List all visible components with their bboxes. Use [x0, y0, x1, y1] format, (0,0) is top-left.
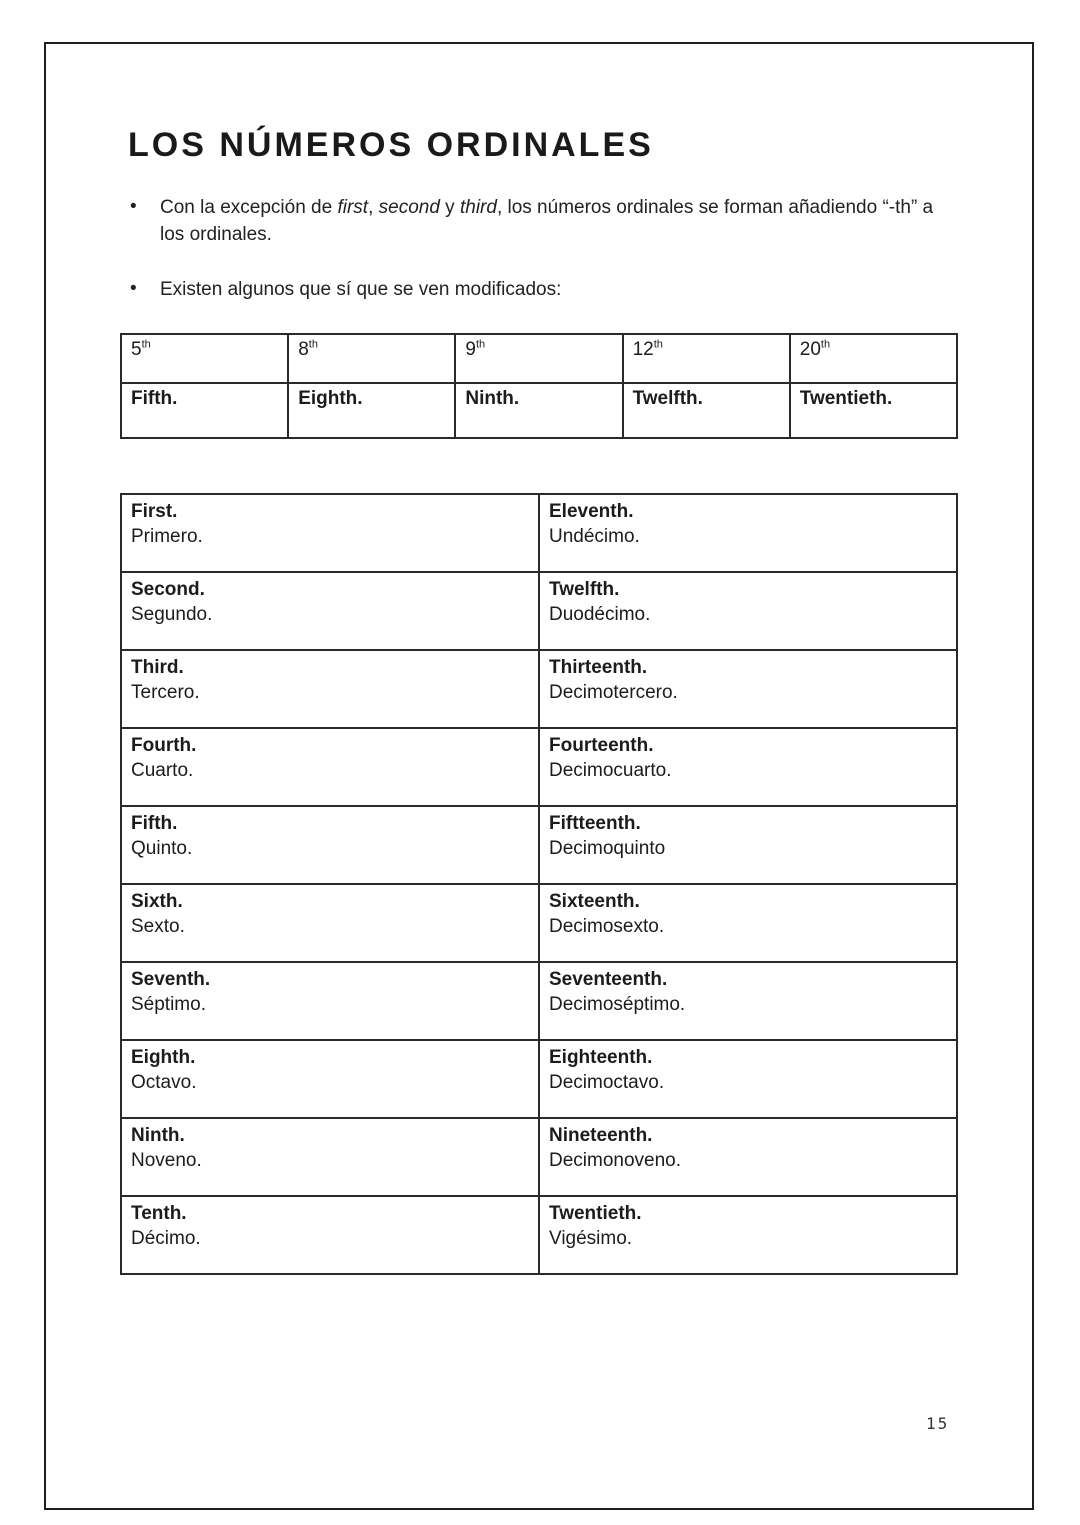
table-cell: Fifth. [121, 383, 288, 438]
page-number: 15 [926, 1414, 950, 1433]
ordinal-number: 8 [298, 338, 309, 360]
english-ordinal: Fifth. [131, 812, 178, 834]
ordinal-suffix: th [141, 338, 151, 351]
spanish-ordinal: Tercero. [131, 682, 200, 704]
english-ordinal: Nineteenth. [549, 1124, 653, 1146]
table-cell [539, 1040, 957, 1118]
table-row [121, 1118, 957, 1196]
bullet-item-intro [120, 195, 960, 248]
table-cell [121, 884, 539, 962]
text-segment-italic: third [459, 197, 497, 218]
table-cell [121, 962, 539, 1040]
table-row [121, 728, 957, 806]
ordinals-translation-table [120, 493, 958, 1275]
spanish-ordinal: Decimoctavo. [549, 1072, 665, 1094]
ordinal-suffix: th [820, 338, 831, 351]
bullet-marker-icon: • [130, 278, 137, 300]
page-title: LOS NÚMEROS ORDINALES [128, 126, 654, 164]
text-segment-italic: second [378, 197, 440, 218]
table-cell [539, 728, 957, 806]
document-content [120, 126, 960, 1275]
ordinal-suffix: th [475, 338, 486, 351]
table-row [121, 1196, 957, 1274]
table-value-row [121, 383, 957, 438]
english-ordinal: Ninth. [131, 1124, 185, 1146]
english-ordinal: Twelfth. [549, 578, 620, 600]
bullet-marker-icon: • [130, 196, 137, 217]
spanish-ordinal: Undécimo. [549, 526, 640, 548]
table-cell [121, 806, 539, 884]
spanish-ordinal: Decimocuarto. [549, 760, 672, 782]
table-cell [539, 494, 957, 572]
english-ordinal: Seventeenth. [549, 968, 668, 990]
table-cell [121, 1040, 539, 1118]
english-ordinal: Sixteenth. [549, 890, 640, 912]
english-ordinal: Thirteenth. [549, 656, 648, 678]
table-cell [121, 572, 539, 650]
ordinal-number: 12 [632, 338, 654, 360]
spanish-ordinal: Decimotercero. [549, 682, 678, 704]
table-cell [121, 728, 539, 806]
english-ordinal: Fourteenth. [549, 734, 654, 756]
spanish-ordinal: Decimonoveno. [549, 1150, 682, 1172]
ordinal-suffix: th [308, 338, 318, 351]
ordinal-number: 20 [799, 338, 821, 360]
ordinal-number: 9 [465, 338, 476, 360]
spanish-ordinal: Segundo. [131, 604, 213, 626]
spanish-ordinal: Cuarto. [131, 760, 194, 782]
english-ordinal: Eighth. [131, 1046, 196, 1068]
spanish-ordinal: Décimo. [131, 1228, 201, 1250]
english-ordinal: Eleventh. [549, 500, 634, 522]
english-ordinal: Fourth. [131, 734, 197, 756]
ordinal-number: 5 [131, 338, 142, 360]
table-cell [121, 1196, 539, 1274]
english-ordinal: First. [131, 500, 178, 522]
english-ordinal: Second. [131, 578, 205, 600]
table-cell [121, 1118, 539, 1196]
spanish-ordinal: Noveno. [131, 1150, 202, 1172]
table-row [121, 650, 957, 728]
table-cell [539, 572, 957, 650]
table-row [121, 1040, 957, 1118]
text-segment: , [368, 197, 379, 218]
table-row [121, 884, 957, 962]
bullet-text [160, 197, 933, 245]
table-cell: Twentieth. [790, 383, 957, 438]
bullet-text: Existen algunos que sí que se ven modificados: [160, 279, 562, 301]
table-cell [121, 334, 288, 383]
text-segment: Con la excepción de [160, 197, 338, 218]
table-row [121, 572, 957, 650]
table-cell [539, 650, 957, 728]
ordinal-suffix: th [653, 338, 663, 351]
table-cell [121, 650, 539, 728]
english-ordinal: Eighteenth. [549, 1046, 653, 1068]
table-cell: Eighth. [288, 383, 455, 438]
table-cell [623, 334, 790, 383]
table-cell [790, 334, 957, 383]
table-cell [539, 1118, 957, 1196]
table-cell [288, 334, 455, 383]
english-ordinal: Seventh. [131, 968, 211, 990]
table-cell [455, 334, 622, 383]
spanish-ordinal: Decimoséptimo. [549, 994, 686, 1016]
table-cell [539, 1196, 957, 1274]
bullet-item-modified [120, 277, 960, 304]
english-ordinal: Third. [131, 656, 184, 678]
table-cell [539, 884, 957, 962]
table-cell [539, 962, 957, 1040]
table-cell [121, 494, 539, 572]
text-segment: , los números ordinales se forman añadiendo “-th” a los ordinales. [160, 197, 934, 245]
table-row [121, 494, 957, 572]
spanish-ordinal: Sexto. [131, 916, 185, 938]
spanish-ordinal: Decimoquinto [549, 838, 666, 860]
table-cell: Ninth. [455, 383, 622, 438]
english-ordinal: Fiftteenth. [549, 812, 641, 834]
spanish-ordinal: Vigésimo. [549, 1228, 633, 1250]
table-row [121, 806, 957, 884]
spanish-ordinal: Duodécimo. [549, 604, 651, 626]
table-cell: Twelfth. [623, 383, 790, 438]
table-row [121, 962, 957, 1040]
spanish-ordinal: Quinto. [131, 838, 193, 860]
modified-ordinals-table [120, 333, 958, 439]
text-segment-italic: first [337, 197, 369, 218]
text-segment: y [439, 197, 460, 218]
english-ordinal: Sixth. [131, 890, 183, 912]
spanish-ordinal: Séptimo. [131, 994, 206, 1016]
spanish-ordinal: Decimosexto. [549, 916, 665, 938]
spanish-ordinal: Octavo. [131, 1072, 197, 1094]
english-ordinal: Twentieth. [549, 1202, 642, 1224]
spanish-ordinal: Primero. [131, 526, 203, 548]
table-cell [539, 806, 957, 884]
table-header-row [121, 334, 957, 383]
english-ordinal: Tenth. [131, 1202, 187, 1224]
